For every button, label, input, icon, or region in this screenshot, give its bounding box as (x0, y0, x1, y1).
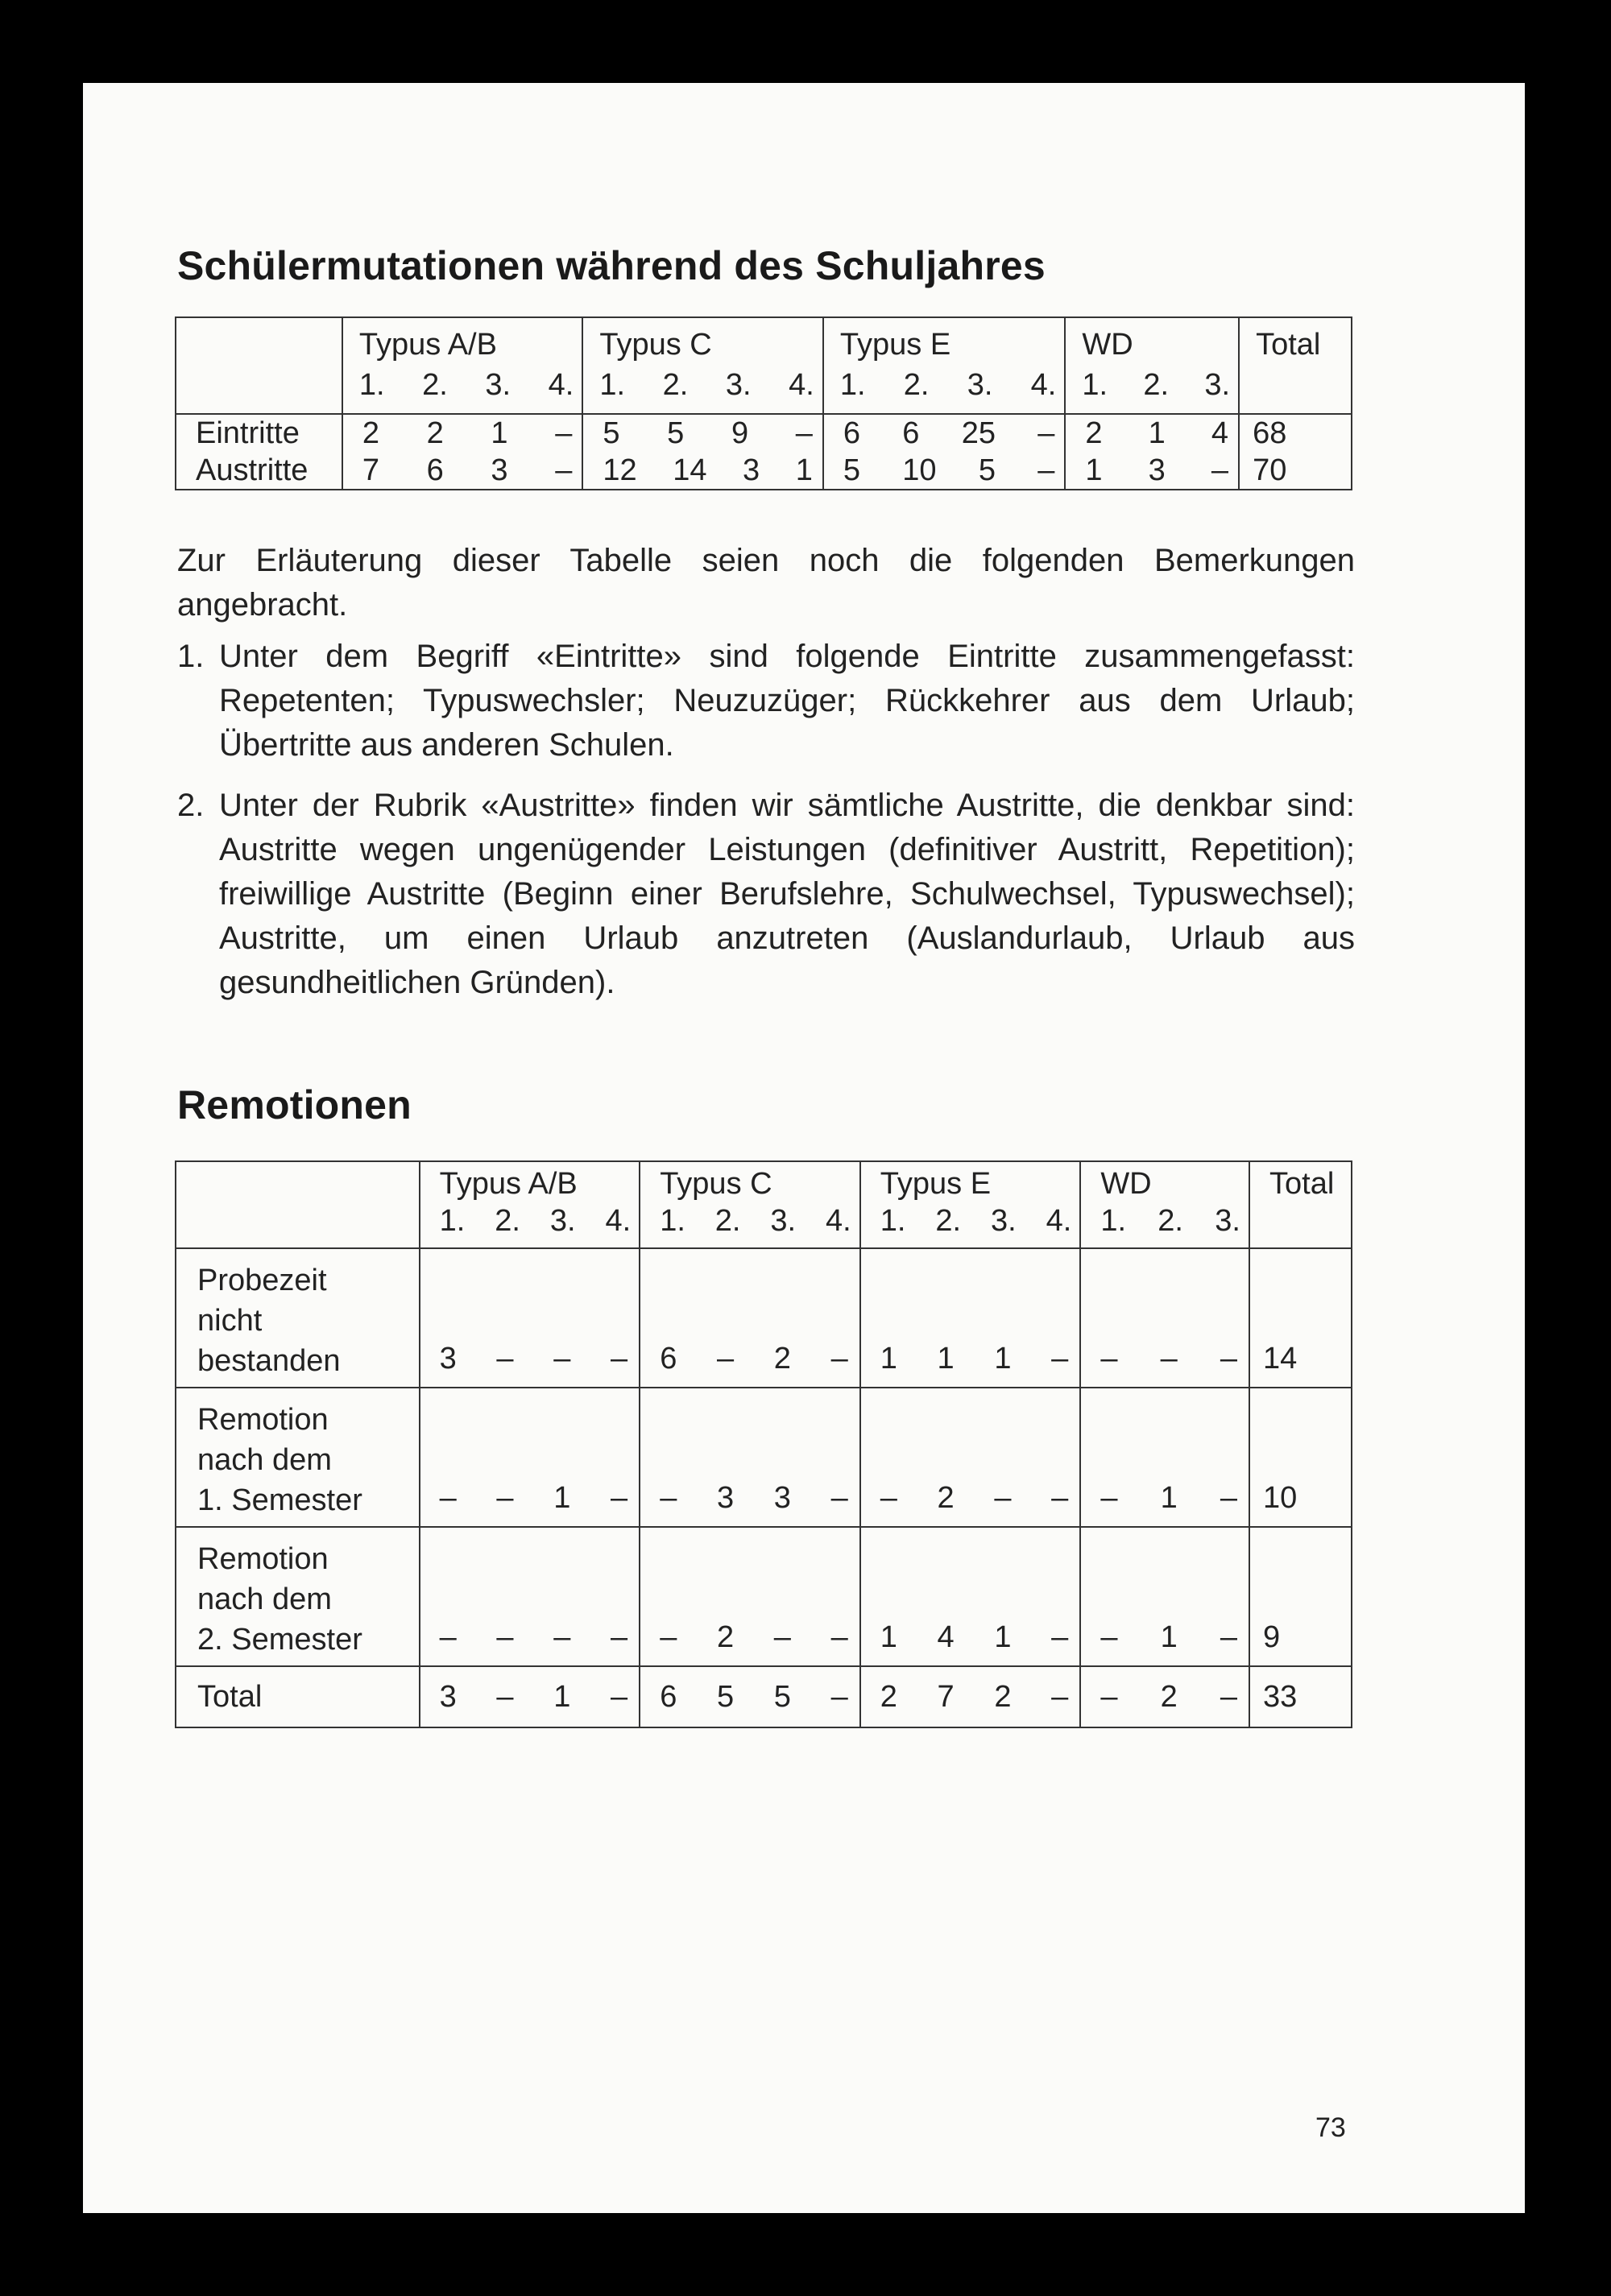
table-cell: – 2 – (1080, 1666, 1249, 1727)
table-cell: 1 4 1 – (860, 1527, 1081, 1666)
table-cell: 3 – 1 – (420, 1666, 640, 1727)
table-cell: 2 2 1 – (342, 414, 583, 452)
group-header-wd: WD 1. 2. 3. (1080, 1161, 1249, 1248)
group-header-c: Typus C 1. 2. 3. 4. (582, 317, 823, 414)
list-item-number: 2. (177, 788, 205, 823)
table-row (176, 452, 1352, 490)
intro-paragraph: Zur Erläuterung dieser Tabelle seien noch die folgenden Bemerkungen angebracht. (177, 543, 1355, 623)
table-row (176, 1388, 1352, 1527)
table-cell: – 1 – (1080, 1388, 1249, 1527)
table-row (176, 414, 1352, 452)
group-header-ab: Typus A/B 1. 2. 3. 4. (420, 1161, 640, 1248)
table-row (176, 1248, 1352, 1388)
group-header-ab: Typus A/B 1. 2. 3. 4. (342, 317, 583, 414)
table-cell: – 2 – – (860, 1388, 1081, 1527)
table-header-row (176, 317, 1352, 414)
table-cell: – – – (1080, 1248, 1249, 1388)
table-header-row (176, 1161, 1352, 1248)
table-cell: – 2 – – (640, 1527, 860, 1666)
list-item (177, 784, 1355, 1005)
mutations-table (175, 316, 1352, 490)
row-label: Remotion nach dem 1. Semester (176, 1388, 420, 1527)
list-item-text: Unter dem Begriff «Eintritte» sind folgende Eintritte zusammengefasst: Repetenten; Typuswechsler; Neuzuzüger; Rückkehrer aus dem Urlaub; Übertritte aus anderen Schulen. (219, 639, 1355, 763)
header-corner-cell (176, 1161, 420, 1248)
table-cell: 5 5 9 – (582, 414, 823, 452)
total-cell: 9 (1249, 1527, 1352, 1666)
table-cell: 6 6 25 – (823, 414, 1066, 452)
section-title-schuelermutationen: Schülermutationen während des Schuljahres (177, 243, 1046, 288)
row-label: Probezeit nicht bestanden (176, 1248, 420, 1388)
remotions-table (175, 1160, 1352, 1728)
total-header: Total (1239, 317, 1352, 414)
table-cell: 6 5 5 – (640, 1666, 860, 1727)
table-cell: 12 14 3 1 (582, 452, 823, 490)
table-row (176, 1527, 1352, 1666)
group-header-wd: WD 1. 2. 3. (1065, 317, 1239, 414)
row-label: Eintritte (176, 414, 342, 452)
group-header-e: Typus E 1. 2. 3. 4. (823, 317, 1066, 414)
page-number: 73 (1315, 2112, 1346, 2143)
total-cell: 33 (1249, 1666, 1352, 1727)
total-cell: 68 (1239, 414, 1352, 452)
row-label: Austritte (176, 452, 342, 490)
row-label: Total (176, 1666, 420, 1727)
list-item (177, 635, 1355, 767)
table-cell: – 3 3 – (640, 1388, 860, 1527)
list-item-text: Unter der Rubrik «Austritte» finden wir sämtliche Austritte, die denkbar sind: Austritte wegen ungenügender Leistungen (definitiver Austritt, Repetition); freiwillige Austritte (Beginn einer Berufslehre, Schulwechsel, Typuswechsel); Austritte, um einen Urlaub anzutreten (Auslandurlaub, Urlaub aus gesundheitlichen Gründen). (219, 788, 1355, 1000)
table-cell: 7 6 3 – (342, 452, 583, 490)
list-item-number: 1. (177, 639, 205, 674)
table-cell: 2 7 2 – (860, 1666, 1081, 1727)
group-header-e: Typus E 1. 2. 3. 4. (860, 1161, 1081, 1248)
header-corner-cell (176, 317, 342, 414)
total-cell: 10 (1249, 1388, 1352, 1527)
table-cell: – 1 – (1080, 1527, 1249, 1666)
table-cell: 1 1 1 – (860, 1248, 1081, 1388)
total-cell: 14 (1249, 1248, 1352, 1388)
total-header: Total (1249, 1161, 1352, 1248)
total-cell: 70 (1239, 452, 1352, 490)
row-label: Remotion nach dem 2. Semester (176, 1527, 420, 1666)
table-cell: 2 1 4 (1065, 414, 1239, 452)
group-header-c: Typus C 1. 2. 3. 4. (640, 1161, 860, 1248)
page (83, 83, 1525, 2213)
table-cell: – – – – (420, 1527, 640, 1666)
total-row (176, 1666, 1352, 1727)
section-title-remotionen: Remotionen (177, 1082, 412, 1127)
table-cell: 6 – 2 – (640, 1248, 860, 1388)
table-cell: 5 10 5 – (823, 452, 1066, 490)
table-cell: – – 1 – (420, 1388, 640, 1527)
table-cell: 3 – – – (420, 1248, 640, 1388)
table-cell: 1 3 – (1065, 452, 1239, 490)
